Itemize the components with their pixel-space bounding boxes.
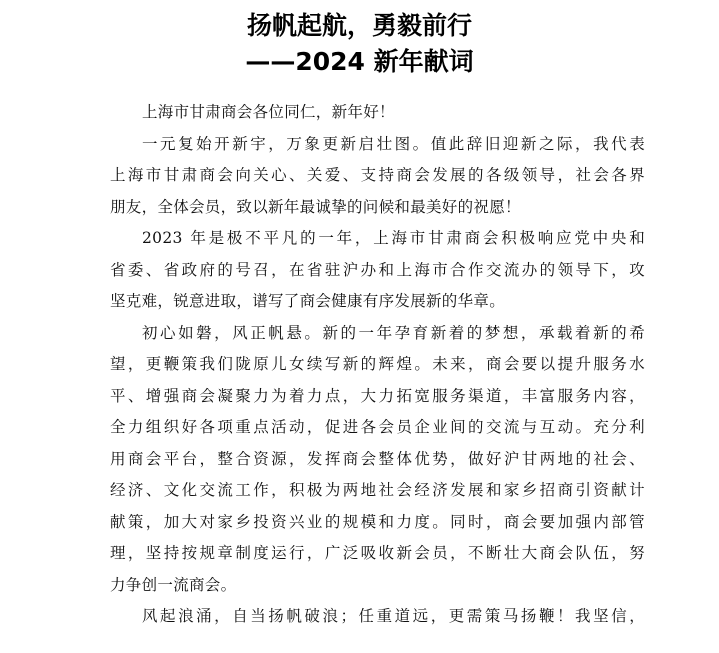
text-line: 风起浪涌，自当扬帆破浪；任重道远，更需策马扬鞭！我坚信， [142,607,645,625]
text-line: 上海市甘肃商会各位同仁，新年好！ [142,103,395,121]
text-line: 平、增强商会凝聚力为着力点，大力拓宽服务渠道，丰富服务内容， [110,386,645,405]
text-line: 省委、省政府的号召，在省驻沪办和上海市合作交流办的领导下，攻 [110,260,645,279]
text-line: 理，坚持按规章制度运行，广泛吸收新会员，不断壮大商会队伍，努 [110,544,645,562]
document-title: 扬帆起航，勇毅前行 [246,11,472,40]
text-line: 望，更鞭策我们陇原儿女续写新的辉煌。未来，商会要以提升服务水 [110,355,645,373]
text-line: 献策，加大对家乡投资兴业的规模和力度。同时，商会要加强内部管 [110,512,645,531]
text-line: 全力组织好各项重点活动，促进各会员企业间的交流与互动。充分利 [110,418,645,436]
text-line: 上海市甘肃商会向关心、关爱、支持商会发展的各级领导，社会各界 [110,166,645,184]
text-line: 力争创一流商会。 [110,575,237,594]
text-line: 朋友，全体会员，致以新年最诚挚的问候和最美好的祝愿！ [110,197,521,216]
text-line: 坚克难，锐意进取，谱写了商会健康有序发展新的华章。 [110,292,506,310]
text-line: 初心如磐，风正帆悬。新的一年孕育新着的梦想，承载着新的希 [142,323,645,342]
text-line: 一元复始开新宇，万象更新启壮图。值此辞旧迎新之际，我代表 [142,134,645,153]
text-line: 2023 年是极不平凡的一年，上海市甘肃商会积极响应党中央和 [142,229,645,247]
document-subtitle: ——2024 新年献词 [245,47,474,76]
text-line: 用商会平台，整合资源，发挥商会整体优势，做好沪甘两地的社会、 [110,449,645,468]
text-line: 经济、文化交流工作，积极为两地社会经济发展和家乡招商引资献计 [110,481,645,499]
document-body [110,97,645,633]
